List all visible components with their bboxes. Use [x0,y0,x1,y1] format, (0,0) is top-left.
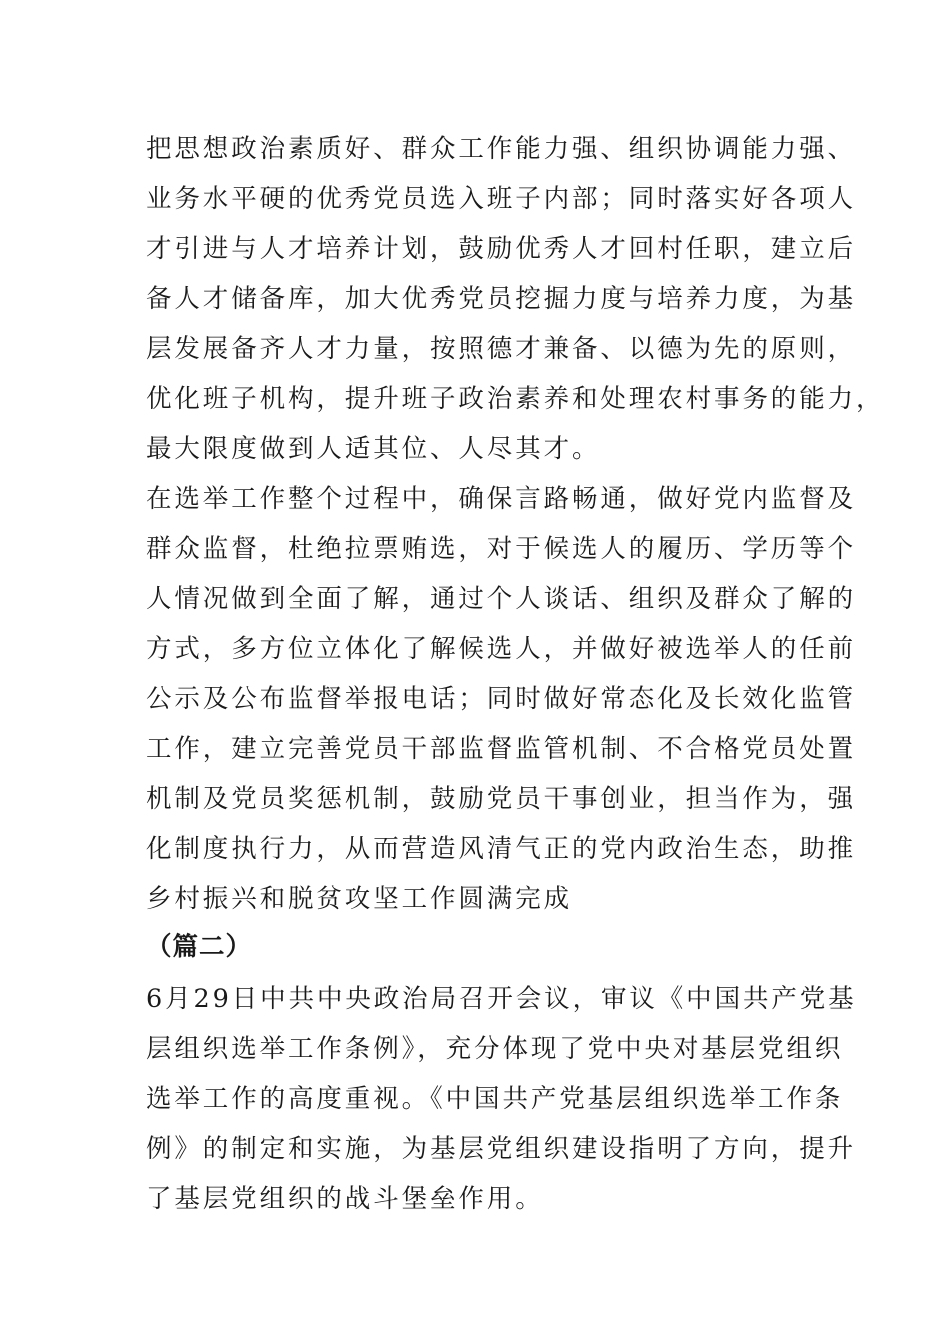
text-line: 方式，多方位立体化了解候选人，并做好被选举人的任前 [146,634,857,664]
text-line: 把思想政治素质好、群众工作能力强、组织协调能力强、 [146,134,857,164]
text-line: 6月29日中共中央政治局召开会议，审议《中国共产党基 [146,984,857,1014]
text-line: 层组织选举工作条例》，充分体现了党中央对基层党组织 [146,1034,844,1064]
text-line: 层发展备齐人才力量，按照德才兼备、以德为先的原则， [146,334,857,364]
text-line: 化制度执行力，从而营造风清气正的党内政治生态，助推 [146,834,857,864]
text-line: 在选举工作整个过程中，确保言路畅通，做好党内监督及 [146,484,857,514]
text-line: 才引进与人才培养计划，鼓励优秀人才回村任职，建立后 [146,234,857,264]
text-line: 选举工作的高度重视。《中国共产党基层组织选举工作条 [146,1084,844,1114]
text-line: 优化班子机构，提升班子政治素养和处理农村事务的能力， [146,384,885,414]
text-line: 群众监督，杜绝拉票贿选，对于候选人的履历、学历等个 [146,534,857,564]
text-line: 业务水平硬的优秀党员选入班子内部；同时落实好各项人 [146,184,857,214]
text-line: 了基层党组织的战斗堡垒作用。 [146,1184,544,1214]
text-line: 机制及党员奖惩机制，鼓励党员干事创业，担当作为，强 [146,784,857,814]
text-line: 人情况做到全面了解，通过个人谈话、组织及群众了解的 [146,584,857,614]
text-line: 乡村振兴和脱贫攻坚工作圆满完成 [146,884,573,914]
section-heading: （篇二） [146,932,253,962]
text-line: 最大限度做到人适其位、人尽其才。 [146,434,601,464]
text-line: 工作，建立完善党员干部监督监管机制、不合格党员处置 [146,734,857,764]
text-line: 公示及公布监督举报电话；同时做好常态化及长效化监管 [146,684,857,714]
text-line: 例》的制定和实施，为基层党组织建设指明了方向，提升 [146,1134,857,1164]
text-line: 备人才储备库，加大优秀党员挖掘力度与培养力度，为基 [146,284,857,314]
